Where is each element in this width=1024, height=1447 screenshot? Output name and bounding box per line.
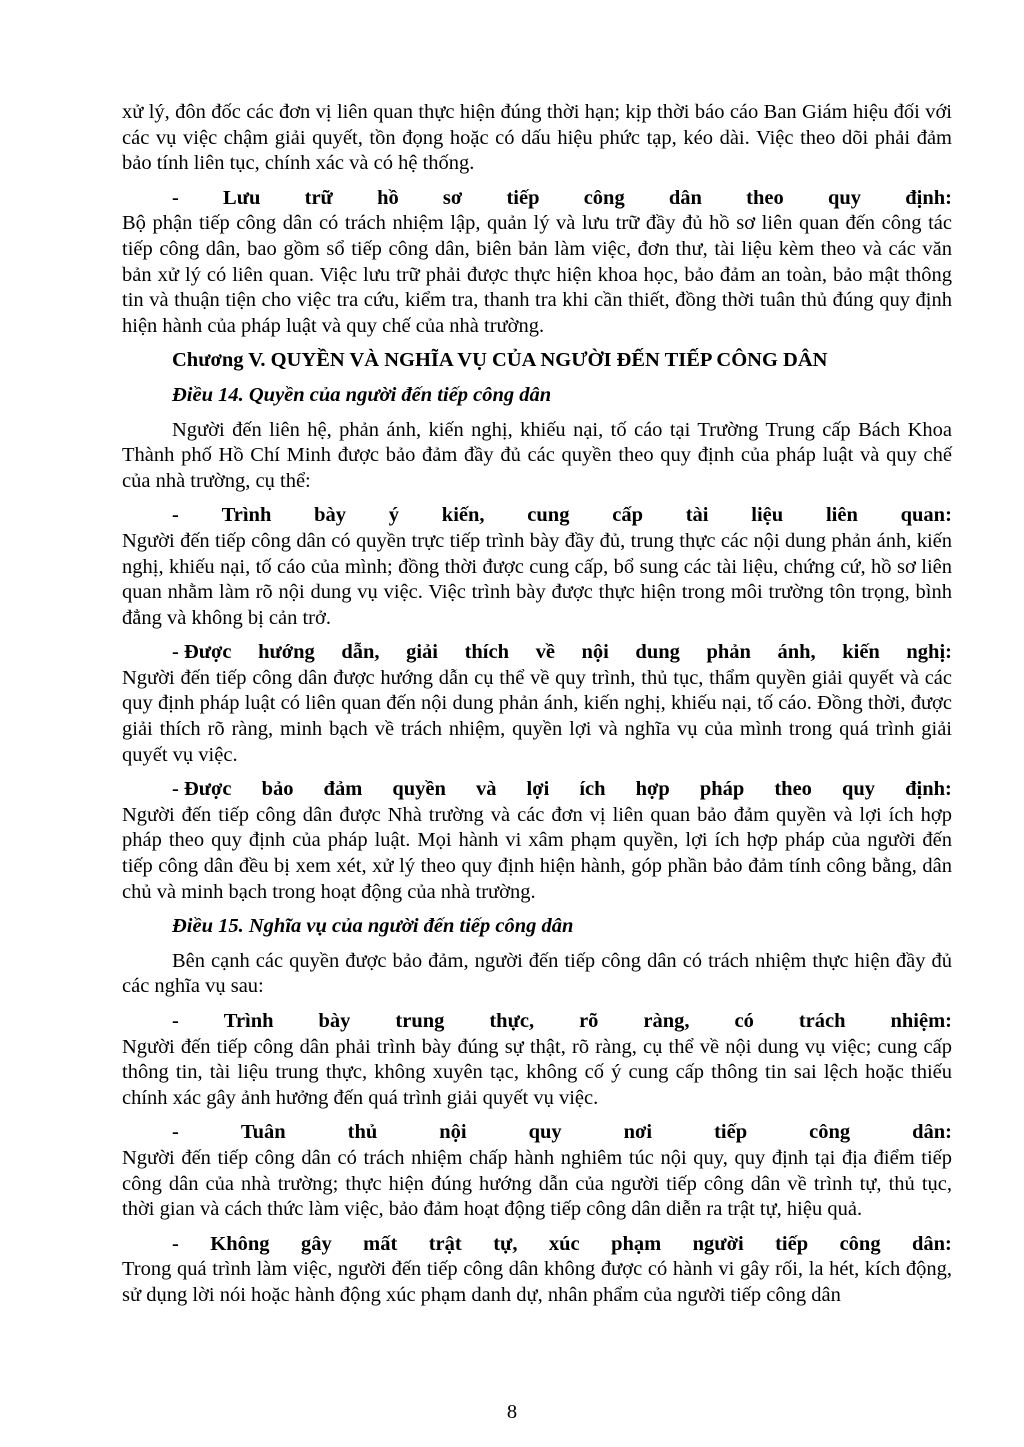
heading-word: Trình (223, 1010, 274, 1032)
heading-word: tự, (493, 1232, 518, 1255)
heading-word: quy (528, 1121, 562, 1144)
heading-word: Trình (221, 504, 272, 527)
heading-word: tiếp (506, 186, 540, 209)
bullet-heading-1 (122, 186, 952, 212)
heading-word: trữ (304, 186, 333, 209)
heading-word: cấp (612, 504, 643, 527)
bullet-heading-2 (122, 503, 952, 529)
heading-word: ích (579, 778, 606, 801)
heading-word: rõ (579, 1010, 599, 1032)
heading-word: nội (439, 1121, 467, 1144)
heading-word: ràng, (643, 1010, 690, 1032)
heading-word: mất (363, 1232, 398, 1255)
heading-word: ý (388, 504, 400, 527)
heading-word: Không (210, 1232, 270, 1255)
chapter-heading: Chương V. QUYỀN VÀ NGHĨA VỤ CỦA NGƯỜI ĐẾN TIẾP CÔNG DÂN (172, 349, 828, 372)
bullet-heading-6 (122, 1120, 952, 1146)
heading-word: lợi (526, 778, 550, 801)
heading-word: tài (685, 504, 709, 527)
article-14-heading: Điều 14. Quyền của người đến tiếp công dân (172, 383, 552, 406)
document-page (122, 100, 952, 1309)
heading-word: liệu (751, 504, 784, 527)
heading-word: quan: (900, 504, 952, 527)
heading-word: trách (798, 1010, 846, 1032)
heading-word: phạm (611, 1232, 662, 1255)
heading-word: theo (746, 186, 784, 209)
heading-word: - Được (172, 778, 232, 801)
heading-word: dẫn, (341, 641, 380, 664)
heading-word: - (172, 1010, 179, 1032)
heading-word: theo (774, 778, 812, 801)
heading-word: người (692, 1232, 744, 1255)
bullet-body-7: Trong quá trình làm việc, người đến tiếp công dân không được có hành vi gây rối, la hét, kích động, sử dụng lời nói hoặc hành động xúc phạm danh dự, nhân phẩm của người tiếp công dân (122, 1258, 952, 1306)
heading-word: trật (428, 1232, 462, 1255)
heading-word: nội (581, 641, 609, 664)
bullet-heading-5 (122, 1009, 952, 1035)
heading-word: giải (406, 641, 439, 664)
heading-word: - (172, 504, 179, 527)
heading-word: nơi (623, 1121, 653, 1144)
heading-word: định: (905, 186, 952, 209)
bullet-body-4: Người đến tiếp công dân được Nhà trường và các đơn vị liên quan bảo đảm quyền và lợi ích hợp pháp theo quy định của pháp luật. Mọi hành vi xâm phạm quyền, lợi ích hợp pháp của người đến tiếp công dân đều bị xem xét, xử lý theo quy định hiện hành, góp phần bảo đảm tính công bằng, dân chủ và minh bạch trong hoạt động của nhà trường. (122, 803, 952, 903)
bullet-body-3: Người đến tiếp công dân được hướng dẫn cụ thể về quy trình, thủ tục, thẩm quyền giải quyết và các quy định pháp luật có liên quan đến nội dung phản ánh, kiến nghị, khiếu nại, tố cáo. Đồng thời, được giải thích rõ ràng, minh bạch về trách nhiệm, quyền lợi và nghĩa vụ của mình trong quá trình giải quyết vụ việc. (122, 666, 952, 766)
heading-word: quy (842, 778, 876, 801)
heading-word: gây (300, 1232, 332, 1255)
heading-word: sơ (442, 186, 463, 209)
bullet-body-5: Người đến tiếp công dân phải trình bày đúng sự thật, rõ ràng, cụ thể về nội dung vụ việc; cung cấp thông tin, tài liệu trung thực, không xuyên tạc, không cố ý cung cấp thông tin sai lệch hoặc thiếu chính xác gây ảnh hưởng đến quá trình giải quyết vụ việc. (122, 1035, 952, 1109)
heading-word: ánh, (777, 641, 816, 664)
heading-word: - (172, 1121, 179, 1144)
heading-word: trung (395, 1010, 445, 1032)
heading-word: - (172, 186, 179, 209)
bullet-heading-7 (122, 1232, 952, 1258)
heading-word: nghị: (906, 641, 952, 664)
heading-word: - (172, 1232, 179, 1255)
heading-word: quyền (392, 778, 446, 801)
heading-word: về (535, 641, 555, 664)
heading-word: có (734, 1010, 754, 1032)
heading-word: định: (905, 778, 952, 801)
heading-word: bảo (261, 778, 294, 801)
heading-word: phản (706, 641, 751, 664)
bullet-body-1: Bộ phận tiếp công dân có trách nhiệm lập, quản lý và lưu trữ đầy đủ hồ sơ liên quan đến công tác tiếp công dân, bao gồm sổ tiếp công dân, biên bản làm việc, đơn thư, tài liệu kèm theo và các văn bản xử lý có liên quan. Việc lưu trữ phải được thực hiện khoa học, bảo đảm an toàn, bảo mật thông tin và thuận tiện cho việc tra cứu, kiểm tra, thanh tra khi cần thiết, đồng thời tuân thủ đúng quy định hiện hành của pháp luật và quy chế của nhà trường. (122, 212, 952, 337)
heading-word: tiếp (714, 1121, 748, 1144)
heading-word: kiến (842, 641, 880, 664)
heading-word: Lưu (223, 186, 261, 209)
heading-word: dung (635, 641, 680, 664)
heading-word: tiếp (775, 1232, 809, 1255)
bullet-body-2: Người đến tiếp công dân có quyền trực tiếp trình bày đầy đủ, trung thực các nội dung phản ánh, kiến nghị, khiếu nại, tố cáo của mình; đồng thời được cung cấp, bổ sung các tài liệu, chứng cứ, hồ sơ liên quan nhằm làm rõ nội dung vụ việc. Việc trình bày được thực hiện trong môi trường tôn trọng, bình đẳng và không bị cản trở. (122, 529, 952, 629)
heading-word: liên (825, 504, 858, 527)
heading-word: Tuân (240, 1121, 286, 1144)
heading-word: hồ (377, 186, 399, 209)
heading-word: thủ (347, 1121, 378, 1144)
page-number: 8 (506, 1401, 518, 1423)
heading-word: bày (314, 504, 347, 527)
heading-word: hướng (258, 641, 315, 664)
heading-word: công (583, 186, 625, 209)
heading-word: quy (827, 186, 862, 209)
heading-word: nhiệm: (890, 1010, 952, 1032)
article-15-intro: Bên cạnh các quyền được bảo đảm, người đến tiếp công dân có trách nhiệm thực hiện đầy đủ các nghĩa vụ sau: (122, 949, 952, 998)
heading-word: thích (464, 641, 510, 664)
heading-word: dân (668, 186, 702, 209)
heading-word: xúc (548, 1232, 580, 1255)
heading-word: pháp (699, 778, 745, 801)
article-15-heading: Điều 15. Nghĩa vụ của người đến tiếp công dân (172, 915, 574, 938)
article-14-intro: Người đến liên hệ, phản ánh, kiến nghị, khiếu nại, tố cáo tại Trường Trung cấp Bách Khoa Thành phố Hồ Chí Minh được bảo đảm đầy đủ các quyền theo quy định của pháp luật và quy chế của nhà trường, cụ thể: (122, 418, 952, 492)
heading-word: kiến, (441, 504, 485, 527)
heading-word: công (839, 1232, 881, 1255)
heading-word: và (475, 778, 497, 801)
heading-word: thực, (489, 1010, 535, 1032)
heading-word: hợp (635, 778, 670, 801)
heading-word: dân: (912, 1121, 952, 1144)
heading-word: đảm (323, 778, 363, 801)
heading-word: bày (318, 1010, 351, 1032)
heading-word: - Được (172, 641, 232, 664)
heading-word: dân: (912, 1232, 952, 1255)
paragraph-continuation: xử lý, đôn đốc các đơn vị liên quan thực hiện đúng thời hạn; kịp thời báo cáo Ban Giám hiệu đối với các vụ việc chậm giải quyết, tồn đọng hoặc có dấu hiệu phức tạp, kéo dài. Việc theo dõi phải đảm bảo tính liên tục, chính xác và có hệ thống. (122, 101, 952, 175)
bullet-heading-4 (122, 777, 952, 803)
bullet-heading-3 (122, 640, 952, 666)
heading-word: cung (527, 504, 570, 527)
heading-word: công (809, 1121, 851, 1144)
bullet-body-6: Người đến tiếp công dân có trách nhiệm chấp hành nghiêm túc nội quy, quy định tại địa điểm tiếp công dân của nhà trường; thực hiện đúng hướng dẫn của người tiếp công dân về trình tự, thủ tục, thời gian và cách thức làm việc, bảo đảm hoạt động tiếp công dân diễn ra trật tự, hiệu quả. (122, 1146, 952, 1221)
